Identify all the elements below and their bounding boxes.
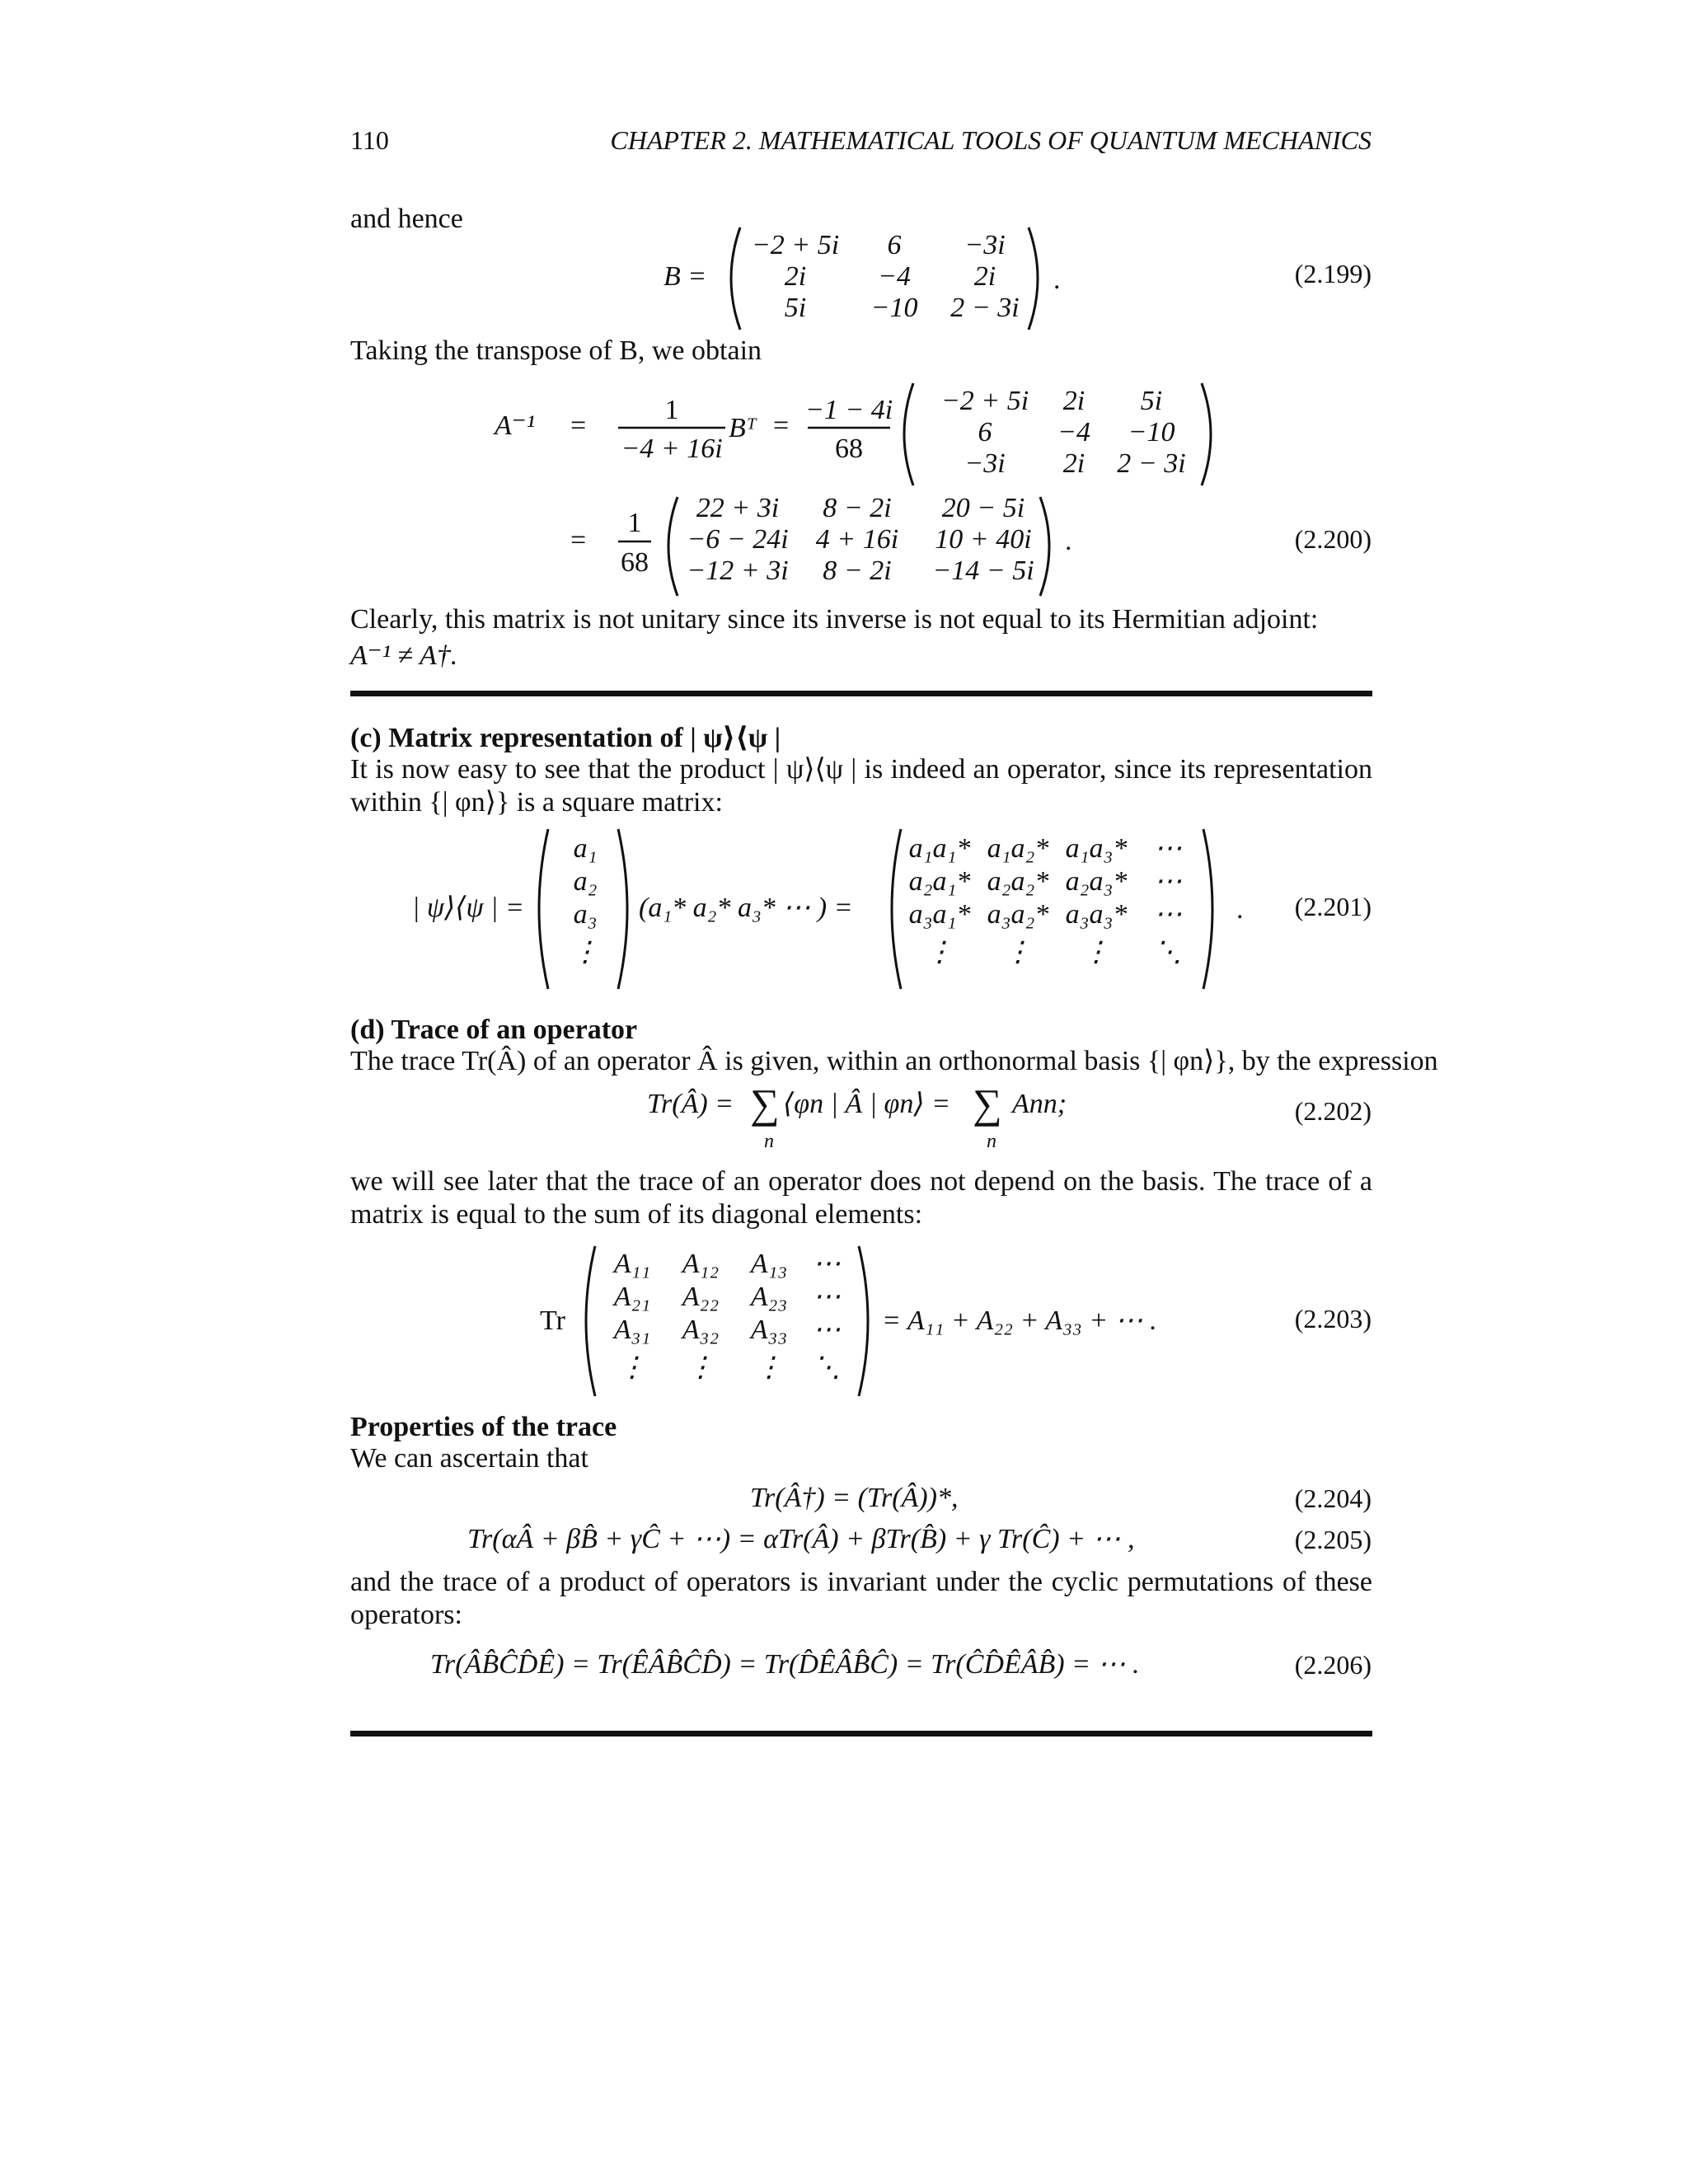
matrix-cell: ⋮ (687, 1352, 715, 1383)
svg-text:.: . (1065, 526, 1072, 556)
equation-number-2-205: (2.205) (1294, 1525, 1372, 1554)
matrix-cell: 4 + 16i (815, 524, 899, 555)
right-paren (1203, 829, 1212, 989)
equation-2-201 (408, 824, 1265, 997)
matrix-cell: 8 − 2i (823, 493, 892, 523)
matrix-cell: ⋮ (1004, 937, 1032, 968)
matrix-cell: −12 + 3i (687, 555, 789, 586)
section-divider (350, 691, 1372, 696)
equation-2-202 (643, 1071, 1104, 1154)
matrix-cell: A₃₂ (682, 1315, 720, 1345)
page-number: 110 (350, 125, 389, 155)
matrix-cell: 2 − 3i (1117, 448, 1186, 479)
equation-number-2-206: (2.206) (1294, 1650, 1372, 1680)
matrix-cell: a₁a₂* (987, 833, 1049, 864)
matrix-cell: ⋮ (926, 937, 954, 968)
matrix-cell: 2i (1062, 448, 1085, 479)
properties-heading: Properties of the trace (350, 1412, 617, 1442)
frac2-denominator: 68 (835, 434, 863, 464)
sum-index: n (987, 1131, 996, 1152)
left-paren (586, 1246, 595, 1396)
equation-number-2-201: (2.201) (1294, 892, 1372, 921)
matrix-cell: −4 (1057, 417, 1090, 448)
text-cyclic: and the trace of a product of operators is invariant under the cyclic permutations of these operators: (350, 1567, 1372, 1630)
matrix-cell: 22 + 3i (696, 493, 780, 523)
matrix-cell: 2i (1062, 386, 1085, 416)
column-entry: a₂ (573, 866, 598, 897)
matrix-cell: −2 + 5i (751, 230, 840, 260)
left-paren (904, 383, 913, 485)
left-paren (731, 227, 740, 330)
matrix-cell: ⋮ (755, 1352, 783, 1383)
matrix-cell: A₁₃ (750, 1249, 788, 1279)
section-d-heading: (d) Trace of an operator (350, 1015, 638, 1045)
matrix-cell: −10 (1128, 417, 1175, 448)
matrix-cell: ⋮ (1082, 937, 1110, 968)
sum-index: n (764, 1131, 774, 1152)
svg-text:.: . (1053, 265, 1061, 295)
b-transpose: Bᵀ (729, 413, 757, 443)
eq200-lhs: A⁻¹ (495, 410, 535, 441)
text-trace-basis: we will see later that the trace of an operator does not depend on the basis. The trace of a matrix is equal to the sum of its diagonal elements: (350, 1166, 1372, 1230)
matrix-cell: A₁₁ (613, 1249, 651, 1279)
matrix-cell: 10 + 40i (935, 524, 1032, 555)
svg-text:=: = (773, 410, 790, 441)
matrix-cell: 6 (887, 230, 902, 260)
frac3-denominator: 68 (621, 547, 649, 578)
equation-number-2-199: (2.199) (1294, 259, 1372, 288)
right-paren (618, 829, 627, 989)
column-entry: a₃ (573, 899, 598, 930)
column-entry: a₁ (573, 833, 598, 864)
matrix-cell: 2i (973, 261, 996, 292)
frac1-denominator: −4 + 16i (621, 434, 723, 464)
eq202-sum1: ⟨φn | Â | φn⟩ = (783, 1089, 951, 1119)
svg-text:.: . (1236, 894, 1244, 925)
summation-sign: ∑ (750, 1080, 780, 1127)
frac2-numerator: −1 − 4i (804, 395, 893, 425)
eq203-rhs: = A₁₁ + A₂₂ + A₃₃ + ⋯ . (882, 1305, 1157, 1336)
text-and-hence: and hence (350, 204, 463, 234)
matrix-cell: a₂a₁* (908, 866, 971, 897)
equation-2-203 (536, 1243, 1195, 1399)
equation-number-2-204: (2.204) (1294, 1483, 1372, 1513)
matrix-cell: 2i (784, 261, 807, 292)
matrix-cell: ⋯ (1154, 833, 1182, 864)
equation-2-199 (643, 221, 1104, 336)
text-ascertain: We can ascertain that (350, 1443, 588, 1474)
matrix-cell: ⋯ (813, 1282, 841, 1312)
equation-number-2-202: (2.202) (1294, 1096, 1372, 1126)
matrix-cell: A₁₂ (682, 1249, 720, 1279)
section-c-heading: (c) Matrix representation of | ψ⟩⟨ψ | (350, 723, 781, 753)
matrix-cell: 5i (1140, 386, 1163, 416)
right-paren (1029, 227, 1038, 330)
eq201-lhs: | ψ⟩⟨ψ | = (412, 893, 524, 923)
matrix-cell: −4 (878, 261, 911, 292)
matrix-cell: a₂a₂* (987, 866, 1049, 897)
column-entry: ⋮ (571, 937, 599, 968)
matrix-cell: a₃a₂* (987, 899, 1049, 930)
right-paren (1040, 497, 1049, 596)
matrix-cell: 8 − 2i (823, 555, 892, 586)
matrix-cell: −3i (964, 448, 1006, 479)
equation-2-204: Tr(Â†) = (Tr(Â))*, (750, 1483, 959, 1513)
left-paren (539, 829, 548, 989)
svg-text:=: = (570, 525, 587, 555)
right-paren (859, 1246, 868, 1396)
eq202-lhs: Tr(Â) = (647, 1089, 734, 1119)
frac3-numerator: 1 (627, 508, 642, 538)
matrix-cell: A₃₃ (750, 1315, 788, 1345)
matrix-cell: −14 − 5i (932, 555, 1034, 586)
left-paren (892, 829, 901, 989)
frac1-numerator: 1 (664, 395, 679, 425)
section-c-body: It is now easy to see that the product | ψ⟩⟨ψ | is indeed an operator, since its representation within {| φn⟩} is a square matrix: (350, 754, 1372, 818)
matrix-cell: a₃a₃* (1065, 899, 1128, 930)
matrix-cell: 2 − 3i (950, 293, 1020, 323)
matrix-cell: a₁a₁* (908, 833, 971, 864)
summation-sign: ∑ (973, 1080, 1002, 1127)
matrix-cell: ⋯ (813, 1249, 841, 1279)
matrix-cell: 5i (784, 293, 807, 323)
right-paren (1202, 383, 1211, 485)
matrix-cell: A₂₁ (613, 1282, 651, 1312)
matrix-cell: a₂a₃* (1065, 866, 1128, 897)
matrix-cell: ⋱ (1154, 937, 1182, 968)
matrix-cell: 6 (978, 417, 992, 448)
equation-2-205: Tr(αÂ + βB̂ + γĈ + ⋯) = αTr(Â) + βTr(B̂) + γ Tr(Ĉ) + ⋯ , (467, 1524, 1135, 1554)
matrix-cell: −3i (964, 230, 1006, 260)
text-taking-transpose: Taking the transpose of B, we obtain (350, 335, 762, 366)
equation-number-2-200: (2.200) (1294, 524, 1372, 554)
eq203-tr: Tr (540, 1305, 565, 1336)
matrix-cell: −2 + 5i (940, 386, 1029, 416)
matrix-cell: 20 − 5i (941, 493, 1025, 523)
matrix-cell: −6 − 24i (687, 524, 789, 555)
matrix-cell: −10 (870, 293, 918, 323)
eq199-lhs: B = (663, 261, 707, 292)
matrix-cell: ⋯ (1154, 866, 1182, 897)
equation-2-206: Tr(ÂB̂ĈD̂Ê) = Tr(ÊÂB̂ĈD̂) = Tr(D̂ÊÂB̂Ĉ) = Tr(ĈD̂ÊÂB̂) = ⋯ . (430, 1649, 1140, 1680)
text-clearly-tail: A⁻¹ ≠ A†. (350, 640, 458, 671)
matrix-cell: ⋱ (813, 1352, 841, 1383)
running-title: CHAPTER 2. MATHEMATICAL TOOLS OF QUANTUM MECHANICS (610, 125, 1372, 155)
text-clearly: Clearly, this matrix is not unitary since its inverse is not equal to its Hermitian adjoint: (350, 604, 1319, 635)
svg-text:=: = (570, 410, 587, 441)
matrix-cell: a₃a₁* (908, 899, 971, 930)
matrix-cell: A₃₁ (613, 1315, 651, 1345)
matrix-cell: ⋯ (1154, 899, 1182, 930)
left-paren (668, 497, 678, 596)
matrix-cell: ⋮ (618, 1352, 646, 1383)
section-end-divider (350, 1731, 1372, 1736)
section-d-body: The trace Tr(Â) of an operator Â is given, within an orthonormal basis {| φn⟩}, by the expression (350, 1046, 1438, 1076)
equation-number-2-203: (2.203) (1294, 1304, 1372, 1333)
matrix-cell: ⋯ (813, 1315, 841, 1345)
equation-2-200 (486, 375, 1311, 598)
row-vector: (a₁* a₂* a₃* ⋯ ) = (639, 893, 853, 923)
eq202-sum2: Ann; (1012, 1089, 1067, 1119)
matrix-cell: A₂₂ (682, 1282, 720, 1312)
matrix-cell: A₂₃ (750, 1282, 788, 1312)
matrix-cell: a₁a₃* (1065, 833, 1128, 864)
